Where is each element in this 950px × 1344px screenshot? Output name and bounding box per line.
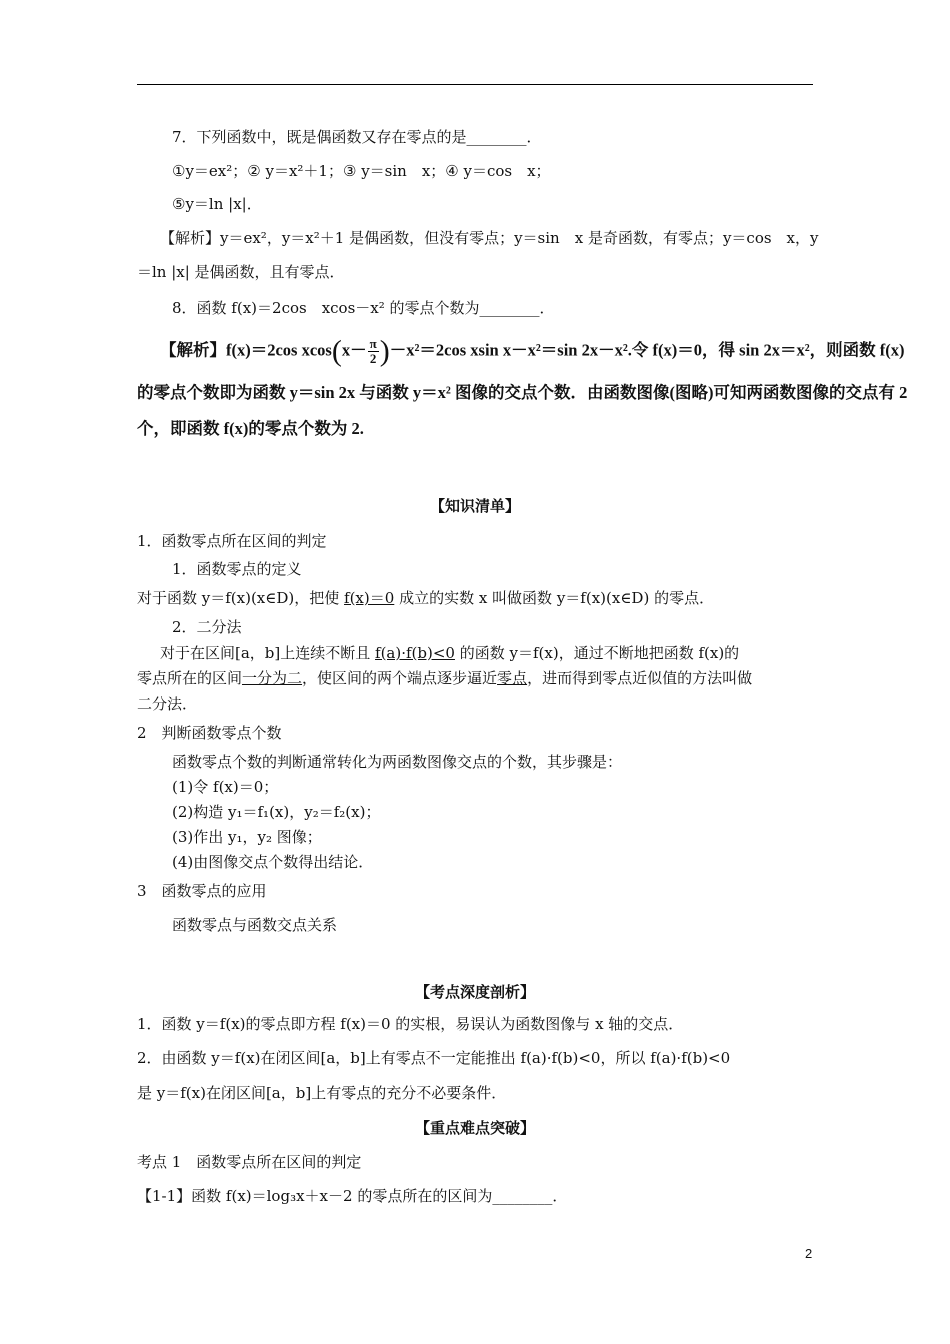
- q8-question: 8．函数 f(x)＝2cos xcos－x² 的零点个数为________．: [172, 299, 555, 317]
- knowledge-s3-text: 函数零点与函数交点关系: [172, 916, 338, 934]
- q7-options-1: ①y＝ex²；② y＝x²＋1；③ y＝sin x；④ y＝cos x；: [172, 162, 551, 180]
- q8-analysis-b: －x²＝2cos xsin x－x²＝sin 2x－x².令 f(x)＝0，得 sin 2x＝x²，则函数 f(x): [389, 340, 905, 360]
- q8-analysis-3: 个，即函数 f(x)的零点个数为 2.: [137, 419, 364, 438]
- analysis-heading: 【考点深度剖析】: [414, 983, 535, 1001]
- bis-underline-3: 零点: [497, 669, 528, 687]
- def-text-b: 成立的实数 x 叫做函数 y＝f(x)(x∈D) 的零点．: [394, 589, 715, 607]
- zero-definition: [137, 587, 714, 609]
- frac-denominator: 2: [369, 351, 377, 366]
- q8-x-minus: x－: [341, 340, 367, 360]
- knowledge-s1-2: 2．二分法: [172, 618, 242, 636]
- key-points-heading: 【重点难点突破】: [414, 1119, 535, 1137]
- bisection-line-1: [160, 642, 739, 664]
- q8-pi-over-2: [368, 337, 379, 366]
- example-1-1: 【1-1】函数 f(x)＝log₃x＋x－2 的零点所在的区间为________．: [137, 1187, 568, 1205]
- bis-text-c: 零点所在的区间: [137, 669, 243, 687]
- bis-text-a: 对于在区间[a，b]上连续不断且: [160, 644, 376, 662]
- bis-underline-2: 一分为二: [242, 669, 303, 687]
- q8-analysis-line-1: [160, 334, 905, 368]
- q8-paren-close: ): [379, 334, 390, 368]
- analysis-p1: 1．函数 y＝f(x)的零点即方程 f(x)＝0 的实根，易误认为函数图像与 x 轴的交点．: [137, 1015, 684, 1033]
- knowledge-s2-step3: (3)作出 y₁，y₂ 图像；: [172, 828, 322, 846]
- knowledge-s2-step4: (4)由图像交点个数得出结论．: [172, 853, 374, 871]
- knowledge-s1-title: 1．函数零点所在区间的判定: [137, 532, 327, 550]
- bis-text-e: ，进而得到零点近似值的方法叫做: [527, 669, 753, 687]
- analysis-p2b: 是 y＝f(x)在闭区间[a，b]上有零点的充分不必要条件．: [137, 1084, 507, 1102]
- frac-numerator: π: [369, 336, 377, 351]
- knowledge-s2-step1: (1)令 f(x)＝0；: [172, 778, 279, 796]
- knowledge-s1-1: 1．函数零点的定义: [172, 560, 302, 578]
- knowledge-heading: 【知识清单】: [429, 497, 520, 515]
- bis-underline-1: f(a)·f(b)<0: [375, 644, 455, 662]
- analysis-p2a: 2．由函数 y＝f(x)在闭区间[a，b]上有零点不一定能推出 f(a)·f(b)<0，所以 f(a)·f(b)<0: [137, 1049, 731, 1067]
- page-number: 2: [805, 1246, 813, 1261]
- header-rule: [137, 84, 813, 85]
- def-text-a: 对于函数 y＝f(x)(x∈D)，把使: [137, 589, 345, 607]
- q7-question: 7．下列函数中，既是偶函数又存在零点的是________．: [172, 128, 542, 146]
- q8-analysis-2: 的零点个数即为函数 y＝sin 2x 与函数 y＝x² 图像的交点个数．由函数图像(图略)可知两函数图像的交点有 2: [137, 383, 908, 402]
- q7-analysis-1: 【解析】y＝ex²，y＝x²＋1 是偶函数，但没有零点；y＝sin x 是奇函数，有零点；y＝cos x，y: [160, 229, 819, 247]
- bis-text-d: ，使区间的两个端点逐步逼近: [302, 669, 498, 687]
- bis-text-b: 的函数 y＝f(x)，通过不断地把函数 f(x)的: [454, 644, 740, 662]
- q8-paren-open: (: [331, 334, 342, 368]
- q8-analysis-a: 【解析】f(x)＝2cos xcos: [160, 340, 332, 360]
- bisection-line-3: 二分法．: [137, 695, 198, 713]
- bisection-line-2: [137, 667, 752, 689]
- q7-options-2: ⑤y＝ln |x|．: [172, 195, 262, 213]
- def-underline: f(x)＝0: [344, 589, 395, 607]
- knowledge-s2-step2: (2)构造 y₁＝f₁(x)，y₂＝f₂(x)；: [172, 803, 381, 821]
- knowledge-s3-title: 3 函数零点的应用: [137, 882, 267, 900]
- q7-analysis-2: ＝ln |x| 是偶函数，且有零点．: [137, 263, 345, 281]
- knowledge-s2-title: 2 判断函数零点个数: [137, 724, 282, 742]
- knowledge-s2-intro: 函数零点个数的判断通常转化为两函数图像交点的个数，其步骤是：: [172, 753, 623, 771]
- key-points-topic1: 考点 1 函数零点所在区间的判定: [137, 1153, 362, 1171]
